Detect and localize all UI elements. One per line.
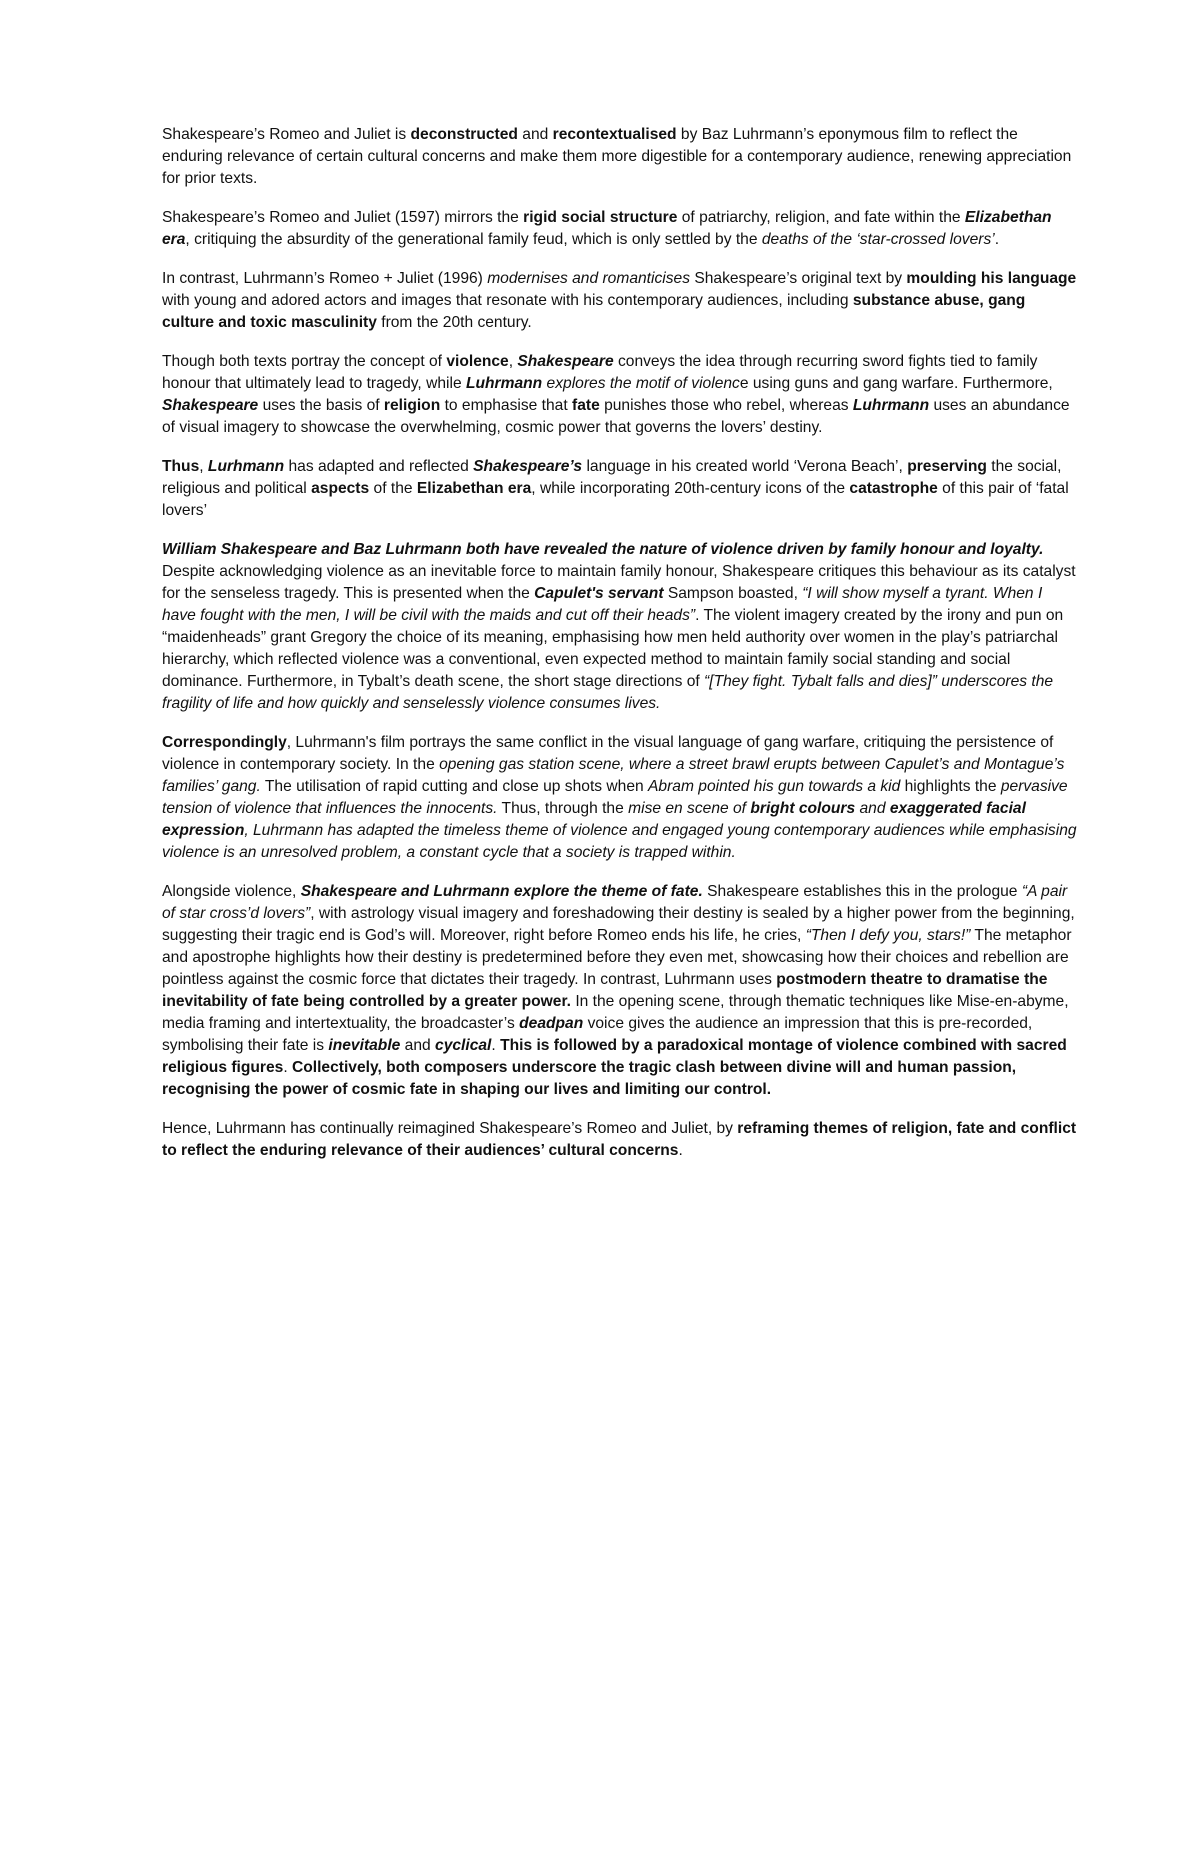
text-run: postmodern theatre to dramatise the inevitability of fate being controlled by a greater power. [162, 971, 1048, 1010]
text-run: reframing themes of religion, fate and conflict to reflect the enduring relevance of their audiences’ cultural concerns [162, 1120, 1077, 1159]
text-run: with young and adored actors and images that resonate with his contemporary audiences, including [162, 292, 853, 309]
text-run: The utilisation of rapid cutting and close up shots when [260, 778, 649, 795]
text-run: exaggerated facial expression [162, 800, 1026, 839]
text-run: . [994, 231, 1000, 248]
text-run: violence [446, 353, 509, 370]
text-run: language in his created world ‘Verona Beach’, [582, 458, 908, 475]
text-run: explores the motif of violenc [546, 375, 740, 392]
text-run: Shakespeare’s Romeo and Juliet is [162, 126, 411, 143]
text-run: , [508, 353, 518, 370]
text-run: In the opening scene, through thematic techniques like Mise-en-abyme, media framing and intertextuality, the broadcaster’s [162, 993, 1069, 1032]
text-run: Alongside violence, [162, 883, 301, 900]
text-run: Shakespeare’s original text by [690, 270, 907, 287]
text-run: moulding his language [906, 270, 1077, 287]
text-run: , critiquing the absurdity of the generational family feud, which is only settled by the [185, 231, 762, 248]
text-run: religion [383, 397, 441, 414]
text-run: mise en scene of [628, 800, 751, 817]
text-run: inevitable [328, 1037, 401, 1054]
text-run: . [491, 1037, 501, 1054]
text-run: Shakespeare [162, 397, 259, 414]
paragraph-luhrmann-context [162, 268, 1080, 334]
text-run: to emphasise that [440, 397, 573, 414]
text-run: Thus [162, 458, 200, 475]
text-run: modernises and romanticises [487, 270, 690, 287]
text-run: “I will show myself a tyrant. When I have fought with the men, I will be civil with the maids and cut off their heads” [162, 585, 1043, 624]
paragraph-fate [162, 881, 1080, 1101]
text-run: deadpan [519, 1015, 584, 1032]
text-run: opening gas station scene, where a street brawl erupts between Capulet’s and Montague’s families’ gang. [162, 756, 1065, 795]
text-run: Shakespeare [517, 353, 614, 370]
text-run: Shakespeare’s [473, 458, 583, 475]
text-run: conveys the idea through recurring sword fights tied to family honour that ultimately lead to tragedy, while [162, 353, 1038, 392]
text-run: In contrast, Luhrmann’s Romeo + Juliet (1996) [162, 270, 488, 287]
text-run: of patriarchy, religion, and fate within the [677, 209, 965, 226]
text-run: This is followed by a paradoxical montage of violence combined with sacred religious figures [162, 1037, 1067, 1076]
text-run: Elizabethan era [416, 480, 532, 497]
text-run: uses the basis of [258, 397, 384, 414]
text-run: “A pair of star cross’d lovers” [162, 883, 1068, 922]
text-run: punishes those who rebel, whereas [599, 397, 853, 414]
text-run: aspects [311, 480, 370, 497]
text-run: Despite acknowledging violence as an inevitable force to maintain family honour, Shakespeare critiques this behaviour as its catalyst for the senseless tragedy. This is presented when the [162, 563, 1076, 602]
text-run: The metaphor and apostrophe highlights how their destiny is predetermined before they even met, showcasing how their choices and rebellion are pointless against the cosmic force that dictates their tragedy. In contrast, Luhrmann uses [162, 927, 1072, 988]
text-run: Thus, through the [497, 800, 629, 817]
paragraph-thesis [162, 456, 1080, 522]
text-run: . The violent imagery created by the irony and pun on “maidenheads” grant Gregory the choice of its meaning, emphasising how men held authority over women in the play’s patriarchal hierarchy, which reflected violence was a conventional, even expected method to maintain family social standing and social dominance. Furthermore, in Tybalt’s death scene, the short stage directions of [162, 607, 1064, 690]
text-run: Abram pointed his gun towards a kid [648, 778, 901, 795]
text-run: William Shakespeare and Baz Luhrmann both have revealed the nature of violence driven by family honour and loyalty. [162, 541, 1044, 558]
text-run: of this pair of ‘fatal lovers’ [162, 480, 1069, 519]
text-run: . [678, 1142, 683, 1159]
text-run: deconstructed [410, 126, 518, 143]
text-run: Shakespeare and Luhrmann explore the theme of fate. [300, 883, 703, 900]
text-run: deaths of the ‘star-crossed lovers’ [761, 231, 995, 248]
text-run: Luhrmann [465, 375, 543, 392]
text-run: , Luhrmann's film portrays the same conflict in the visual language of gang warfare, critiquing the persistence of violence in contemporary society. In the [162, 734, 1054, 773]
text-run: “[They fight. Tybalt falls and dies]” underscores the fragility of life and how quickly and senselessly violence consumes lives. [162, 673, 1054, 712]
text-run: Lurhmann [207, 458, 285, 475]
document-body [162, 124, 1080, 1179]
text-run: . [283, 1059, 292, 1076]
text-run: bright colours [750, 800, 856, 817]
text-run: from the 20th century. [376, 314, 532, 331]
text-run: substance abuse, gang culture and toxic masculinity [162, 292, 1026, 331]
text-run: Shakespeare’s Romeo and Juliet (1597) mirrors the [162, 209, 524, 226]
text-run: and [400, 1037, 436, 1054]
text-run: by Baz Luhrmann’s eponymous film to reflect the enduring relevance of certain cultural concerns and make them more digestible for a contemporary audience, renewing appreciation for prior texts. [162, 126, 1072, 187]
text-run: pervasive tension of violence that influences the innocents. [162, 778, 1068, 817]
text-run: e using guns and gang warfare. Furthermore, [739, 375, 1053, 392]
text-run: highlights the [900, 778, 1001, 795]
text-run: Hence, Luhrmann has continually reimagined Shakespeare’s Romeo and Juliet, by [162, 1120, 738, 1137]
text-run: and [517, 126, 553, 143]
paragraph-intro [162, 124, 1080, 190]
text-run: Though both texts portray the concept of [162, 353, 447, 370]
text-run: Correspondingly [162, 734, 287, 751]
text-run: , with astrology visual imagery and foreshadowing their destiny is sealed by a higher power from the beginning, suggesting their tragic end is God’s will. Moreover, right before Romeo ends his life, he cries, [162, 905, 1075, 944]
paragraph-comparison [162, 351, 1080, 439]
text-run: and [855, 800, 890, 817]
text-run: Luhrmann [852, 397, 930, 414]
paragraph-violence-shakespeare [162, 539, 1080, 715]
text-run: Collectively, both composers underscore the tragic clash between divine will and human passion, recognising the power of cosmic fate in shaping our lives and limiting our control. [162, 1059, 1017, 1098]
text-run: fate [572, 397, 600, 414]
text-run: voice gives the audience an impression that this is pre-recorded, symbolising their fate is [162, 1015, 1033, 1054]
paragraph-violence-luhrmann [162, 732, 1080, 864]
text-run: , [199, 458, 208, 475]
text-run: , while incorporating 20th-century icons of the [531, 480, 850, 497]
text-run: Sampson boasted, [663, 585, 803, 602]
paragraph-shakespeare-context [162, 207, 1080, 251]
paragraph-conclusion [162, 1118, 1080, 1162]
text-run: Shakespeare establishes this in the prologue [702, 883, 1022, 900]
text-run: rigid social structure [523, 209, 678, 226]
text-run: preserving [907, 458, 987, 475]
text-run: , Luhrmann has adapted the timeless theme of violence and engaged young contemporary audiences while emphasising violence is an unresolved problem, a constant cycle that a society is trapped within. [162, 822, 1077, 861]
text-run: “Then I defy you, stars!” [805, 927, 971, 944]
text-run: has adapted and reflected [284, 458, 474, 475]
text-run: Elizabethan era [162, 209, 1052, 248]
text-run: recontextualised [552, 126, 677, 143]
text-run: cyclical [435, 1037, 492, 1054]
text-run: the social, religious and political [162, 458, 1062, 497]
text-run: catastrophe [849, 480, 938, 497]
text-run: Capulet's servant [534, 585, 664, 602]
text-run: uses an abundance of visual imagery to showcase the overwhelming, cosmic power that governs the lovers’ destiny. [162, 397, 1070, 436]
text-run: of the [369, 480, 417, 497]
